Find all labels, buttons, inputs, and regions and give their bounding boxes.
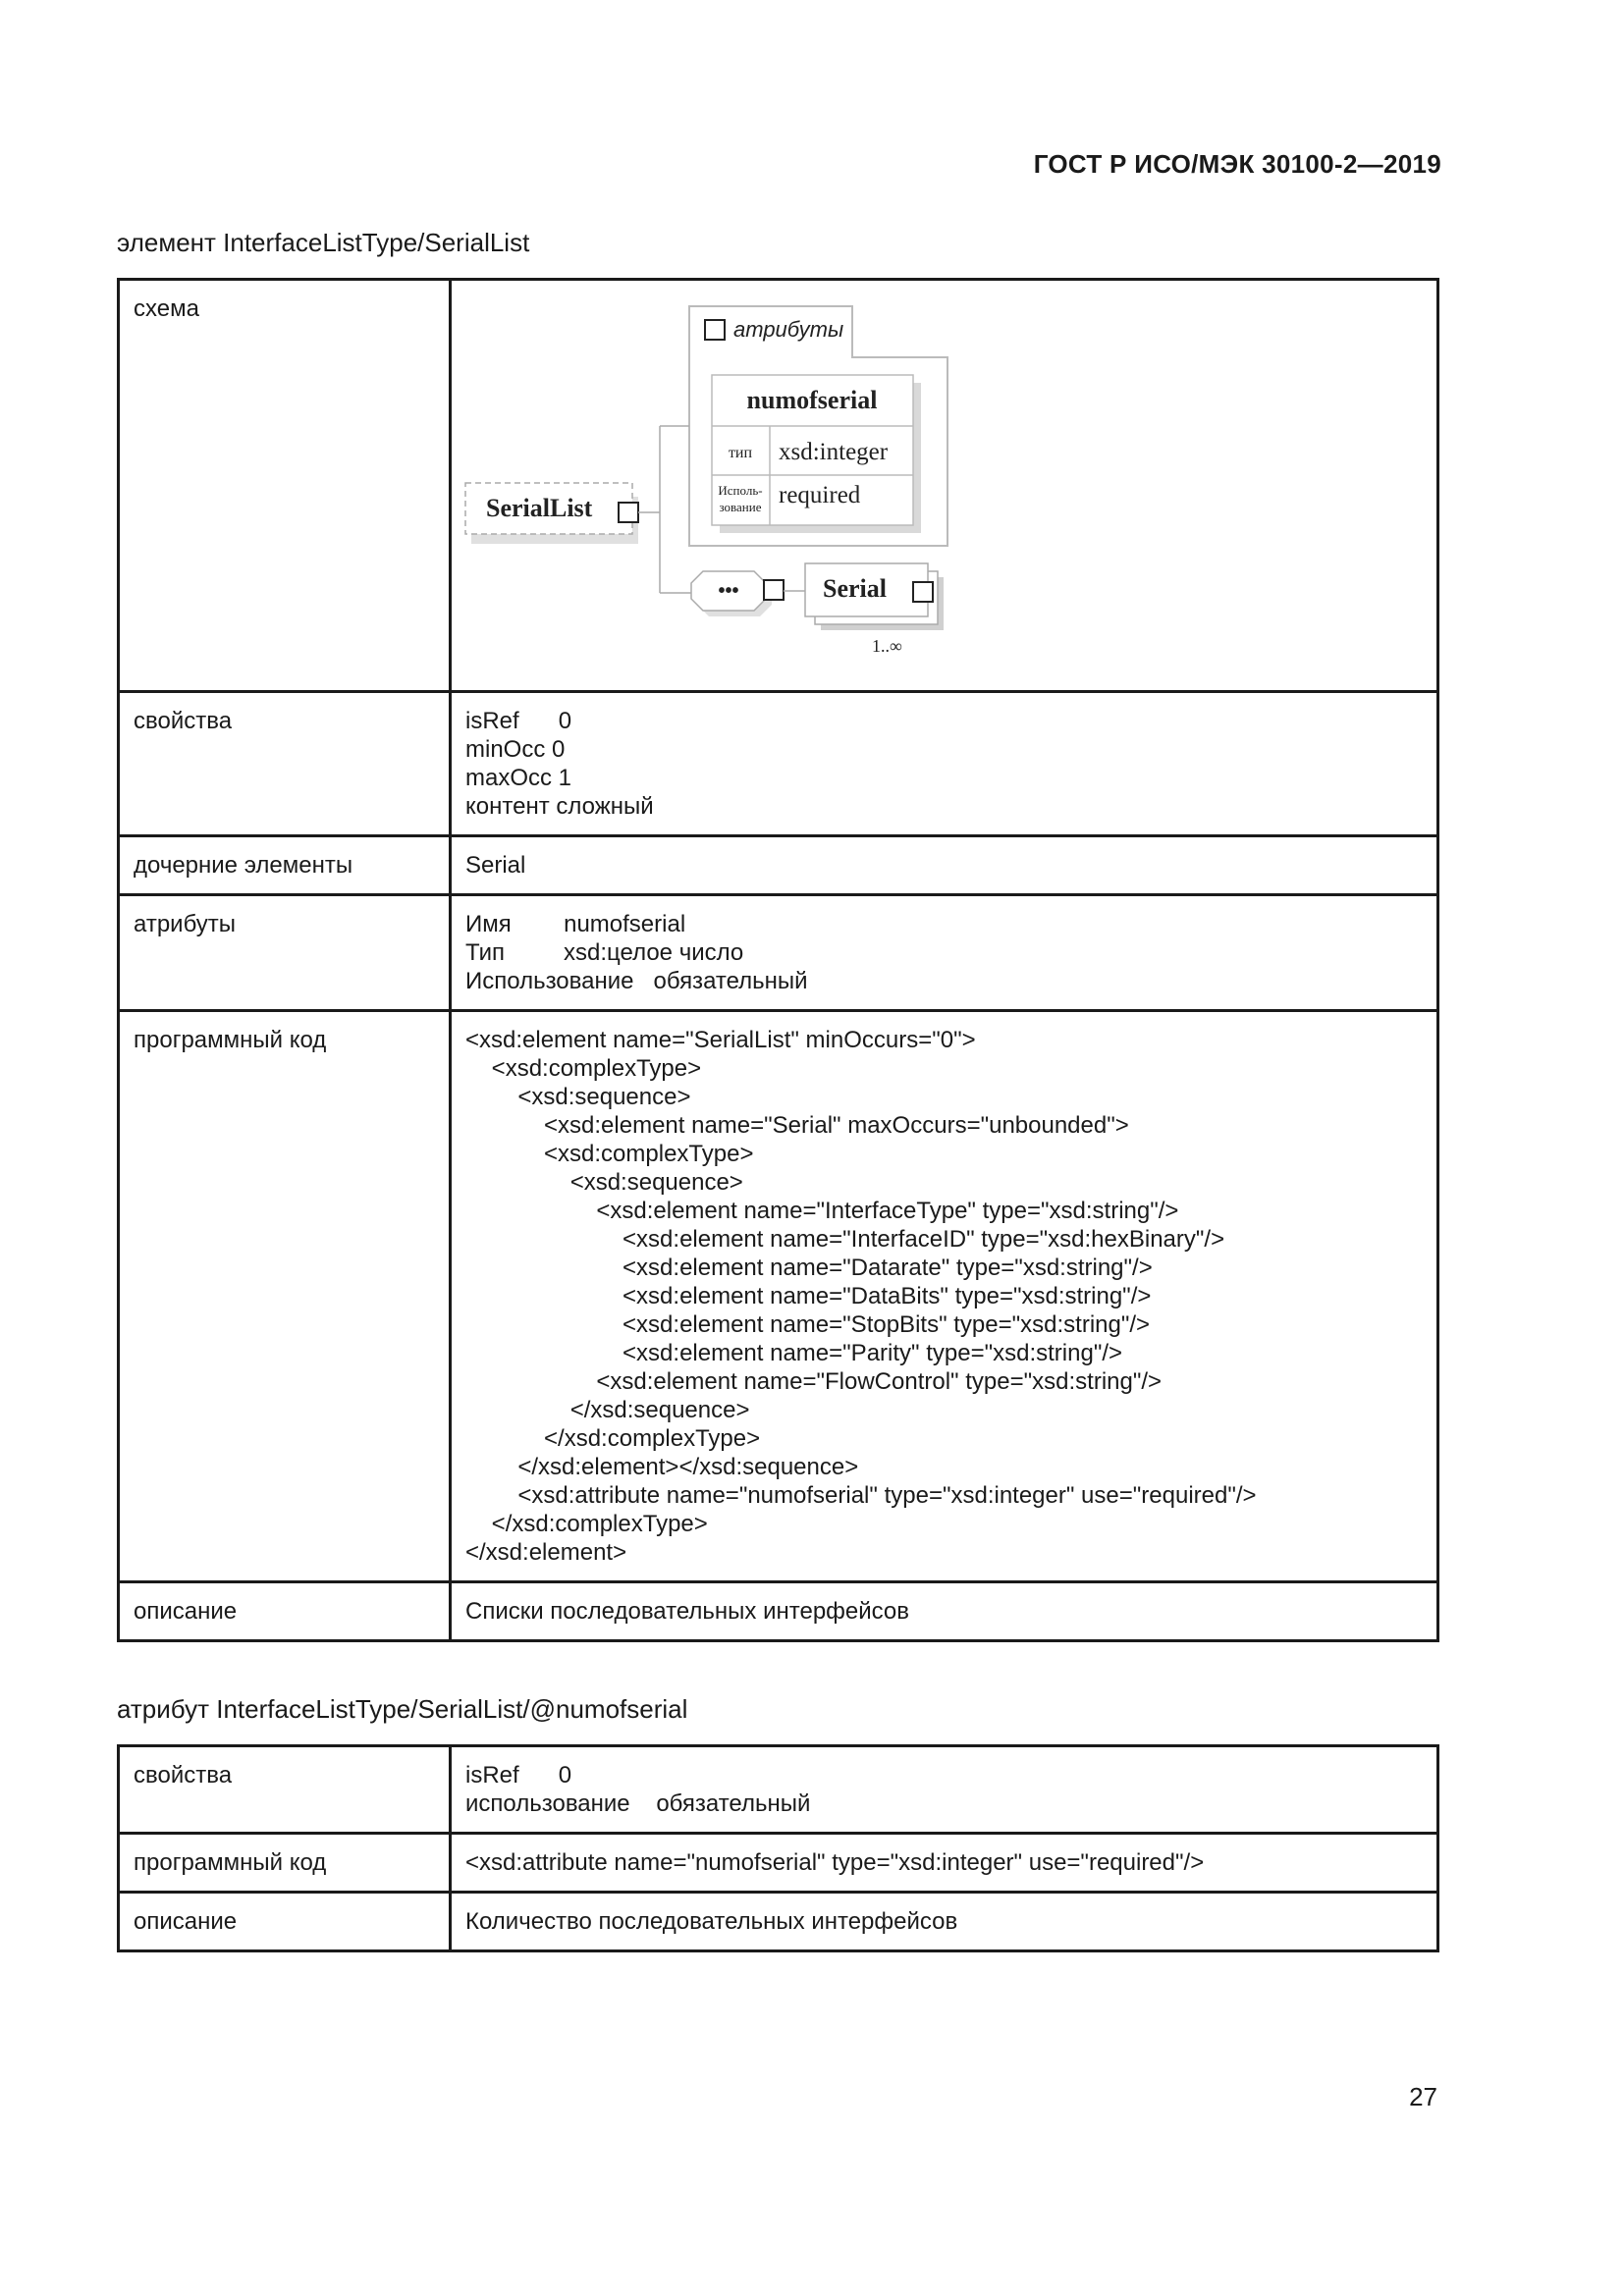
schema-diagram xyxy=(452,281,1434,683)
children-value: Serial xyxy=(451,836,1438,895)
code-value xyxy=(451,1011,1438,1582)
code-line: <xsd:element name="Datarate" type="xsd:string"/> xyxy=(465,1255,1153,1281)
attributes-group xyxy=(689,306,947,546)
code-line: </xsd:complexType> xyxy=(465,1511,708,1537)
row-label: схема xyxy=(119,280,451,692)
table-row-properties xyxy=(119,692,1438,836)
property-line: isRef 0 xyxy=(465,1762,572,1789)
usage-label-2: зование xyxy=(719,500,762,514)
schema-diagram-cell xyxy=(451,280,1438,692)
table-row-schema xyxy=(119,280,1438,692)
table-row-code xyxy=(119,1011,1438,1582)
code-line: <xsd:element name="SerialList" minOccurs="0"> xyxy=(465,1027,976,1053)
element-collapse-box xyxy=(619,503,638,522)
element-name: SerialList xyxy=(486,494,593,522)
usage-label-1: Исполь- xyxy=(718,483,763,498)
code-line: <xsd:element name="Parity" type="xsd:string"/> xyxy=(465,1340,1123,1366)
attributes-caption: атрибуты xyxy=(733,317,844,342)
element-spec-table xyxy=(117,278,1439,1642)
table-row-description xyxy=(119,1582,1438,1641)
attribute-line: Тип xsd:целое число xyxy=(465,939,744,966)
row-label: описание xyxy=(119,1582,451,1641)
table-row-children xyxy=(119,836,1438,895)
property-line: minOcc 0 xyxy=(465,736,566,763)
properties-value xyxy=(451,1746,1438,1834)
code-line: <xsd:complexType> xyxy=(465,1141,754,1167)
child-collapse-box xyxy=(913,582,933,602)
multiplicity-label: 1..∞ xyxy=(872,636,902,656)
code-line: </xsd:element> xyxy=(465,1539,627,1566)
property-line: isRef 0 xyxy=(465,708,572,734)
row-label: программный код xyxy=(119,1834,451,1893)
table-row-attributes xyxy=(119,895,1438,1011)
sequence-compositor xyxy=(691,571,784,616)
child-name: Serial xyxy=(823,574,887,603)
description-value: Количество последовательных интерфейсов xyxy=(451,1893,1438,1951)
attribute-spec-table xyxy=(117,1744,1439,1952)
attribute-line: Имя numofserial xyxy=(465,911,686,937)
code-value: <xsd:attribute name="numofserial" type="xsd:integer" use="required"/> xyxy=(451,1834,1438,1893)
code-line: <xsd:attribute name="numofserial" type="xsd:integer" use="required"/> xyxy=(465,1482,1257,1509)
code-line: <xsd:complexType> xyxy=(465,1055,702,1082)
code-line: <xsd:element name="Serial" maxOccurs="unbounded"> xyxy=(465,1112,1129,1139)
table-row-description xyxy=(119,1893,1438,1951)
property-line: контент сложный xyxy=(465,793,654,820)
properties-value xyxy=(451,692,1438,836)
type-label: тип xyxy=(728,445,753,461)
document-header: ГОСТ Р ИСО/МЭК 30100-2—2019 xyxy=(1033,149,1441,179)
attribute-line: Использование обязательный xyxy=(465,968,808,994)
usage-value: required xyxy=(779,482,861,508)
code-line: <xsd:sequence> xyxy=(465,1084,691,1110)
section-title-attribute: атрибут InterfaceListType/SerialList/@numofserial xyxy=(117,1694,688,1724)
row-label: атрибуты xyxy=(119,895,451,1011)
code-line: <xsd:element name="DataBits" type="xsd:string"/> xyxy=(465,1283,1152,1309)
serial-list-element xyxy=(465,483,638,544)
code-line: </xsd:complexType> xyxy=(465,1425,761,1452)
sequence-symbol: ••• xyxy=(718,580,739,602)
property-line: maxOcc 1 xyxy=(465,765,572,791)
sequence-collapse-box xyxy=(764,580,784,600)
row-label: описание xyxy=(119,1893,451,1951)
row-label: свойства xyxy=(119,692,451,836)
description-value: Списки последовательных интерфейсов xyxy=(451,1582,1438,1641)
type-value: xsd:integer xyxy=(779,439,889,465)
section-title-element: элемент InterfaceListType/SerialList xyxy=(117,228,530,257)
row-label: дочерние элементы xyxy=(119,836,451,895)
code-line: </xsd:sequence> xyxy=(465,1397,750,1423)
code-line: <xsd:element name="InterfaceID" type="xsd:hexBinary"/> xyxy=(465,1226,1225,1253)
attributes-value xyxy=(451,895,1438,1011)
code-line: </xsd:element></xsd:sequence> xyxy=(465,1454,859,1480)
code-line: <xsd:sequence> xyxy=(465,1169,743,1196)
code-line: <xsd:element name="StopBits" type="xsd:string"/> xyxy=(465,1311,1151,1338)
table-row-properties xyxy=(119,1746,1438,1834)
attributes-collapse-box xyxy=(705,320,725,340)
attribute-name: numofserial xyxy=(746,386,878,414)
page-number: 27 xyxy=(1409,2082,1437,2111)
row-label: программный код xyxy=(119,1011,451,1582)
code-line: <xsd:element name="FlowControl" type="xsd:string"/> xyxy=(465,1368,1163,1395)
row-label: свойства xyxy=(119,1746,451,1834)
property-line: использование обязательный xyxy=(465,1790,811,1817)
table-row-code xyxy=(119,1834,1438,1893)
serial-child-element xyxy=(805,563,944,630)
code-line: <xsd:element name="InterfaceType" type="xsd:string"/> xyxy=(465,1198,1179,1224)
